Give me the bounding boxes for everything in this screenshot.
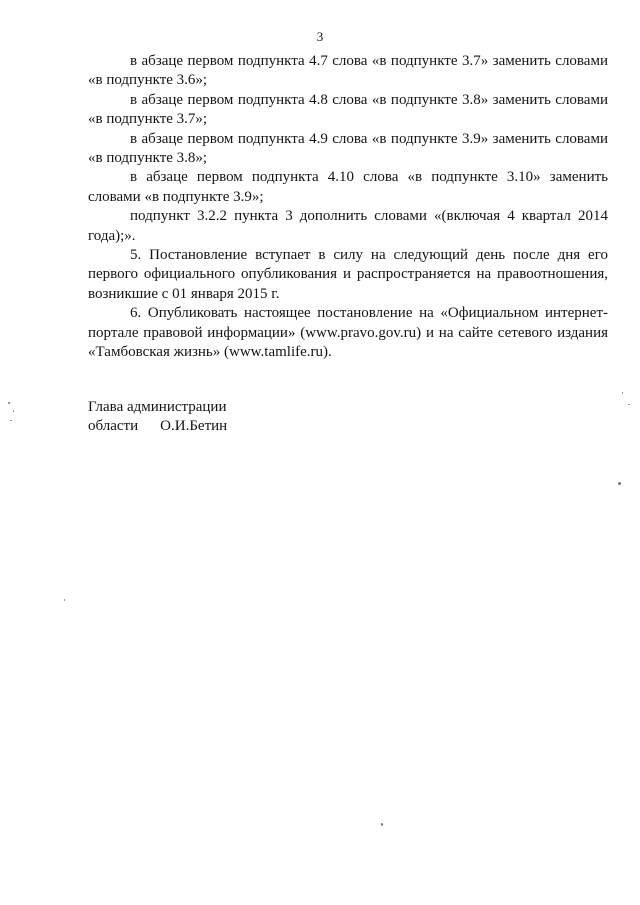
paragraph-amend-4-8: в абзаце первом подпункта 4.8 слова «в подпункте 3.8» заменить словами «в подпункте 3.7»; bbox=[88, 91, 608, 128]
scan-speck bbox=[381, 823, 383, 826]
scan-speck bbox=[13, 410, 14, 412]
scan-speck bbox=[64, 599, 65, 601]
signature-block bbox=[88, 398, 227, 437]
paragraph-effective-date: 5. Постановление вступает в силу на следующий день после дня его первого официального опубликования и распространяется на правоотношения, возникшие с 01 января 2015 г. bbox=[88, 247, 608, 302]
signatory-name: О.И.Бетин bbox=[160, 418, 228, 435]
scan-speck bbox=[8, 402, 10, 404]
document-body bbox=[88, 52, 608, 363]
paragraph-amend-4-10: в абзаце первом подпункта 4.10 слова «в подпункте 3.10» заменить словами «в подпункте 3.9»; bbox=[88, 169, 608, 205]
signatory-line bbox=[88, 417, 227, 436]
scan-speck bbox=[10, 420, 12, 421]
paragraph-amend-4-9: в абзаце первом подпункта 4.9 слова «в подпункте 3.9» заменить словами «в подпункте 3.8»; bbox=[88, 130, 608, 167]
paragraph-amend-3-2-2: подпункт 3.2.2 пункта 3 дополнить словами «(включая 4 квартал 2014 года);». bbox=[88, 208, 608, 244]
signatory-position: Глава администрации bbox=[88, 399, 227, 415]
scan-speck bbox=[628, 404, 630, 405]
page-number: 3 bbox=[316, 29, 324, 44]
signatory-region: области bbox=[88, 418, 139, 435]
paragraph-amend-4-7: в абзаце первом подпункта 4.7 слова «в подпункте 3.7» заменить словами «в подпункте 3.6»; bbox=[88, 53, 608, 89]
scan-speck bbox=[618, 482, 621, 485]
scan-speck bbox=[622, 392, 623, 394]
paragraph-publication: 6. Опубликовать настоящее постановление на «Официальном интернет-портале правовой информации» (www.pravo.gov.ru) и на сайте сетевого издания «Тамбовская жизнь» (www.tamlife.ru). bbox=[88, 305, 608, 361]
